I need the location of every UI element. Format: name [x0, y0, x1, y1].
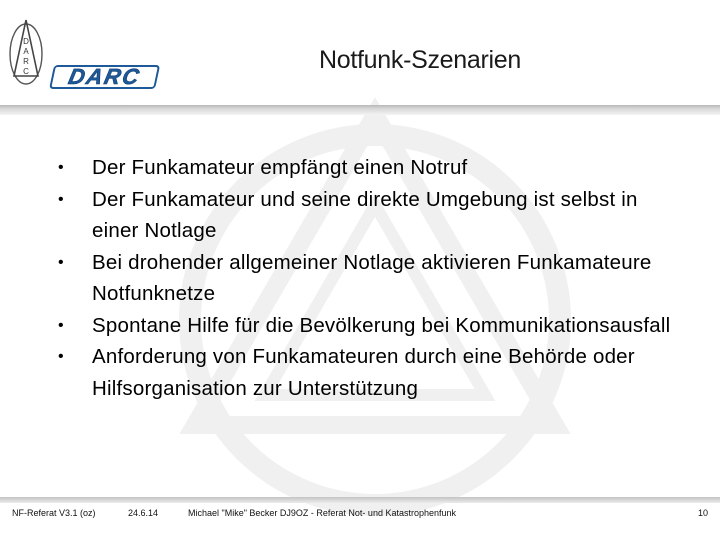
bullet-item	[40, 310, 680, 342]
bullet-item	[40, 247, 680, 310]
footer-version: NF-Referat V3.1 (oz)	[12, 508, 96, 518]
bullet-marker: •	[58, 159, 64, 176]
footer-page-number: 10	[697, 508, 708, 518]
header-divider	[0, 105, 720, 115]
bullet-marker: •	[58, 190, 64, 208]
bullet-text: Der Funkamateur empfängt einen Notruf	[92, 156, 468, 179]
svg-text:R: R	[23, 57, 29, 66]
svg-text:D: D	[23, 37, 29, 46]
bullet-text: Anforderung von Funkamateuren durch eine Behörde oder Hilfsorganisation zur Unterstützung	[92, 345, 635, 400]
footer-date: 24.6.14	[128, 508, 159, 518]
bullet-text: Spontane Hilfe für die Bevölkerung bei Kommunikationsausfall	[92, 313, 671, 337]
bullet-item	[40, 341, 680, 404]
darc-emblem-icon	[10, 20, 42, 84]
svg-text:DARC: DARC	[66, 64, 144, 89]
bullet-marker: •	[58, 316, 64, 334]
bullet-marker: •	[58, 253, 64, 271]
bullet-marker: •	[58, 348, 64, 365]
darc-logo	[4, 14, 164, 94]
bullet-text: Bei drohender allgemeiner Notlage aktivieren Funkamateure Notfunknetze	[92, 250, 652, 305]
svg-text:A: A	[23, 47, 29, 56]
footer-divider	[0, 497, 720, 503]
bullet-text: Der Funkamateur und seine direkte Umgebung ist selbst in einer Notlage	[92, 187, 638, 242]
footer-author: Michael "Mike" Becker DJ9OZ - Referat Not- und Katastrophenfunk	[188, 508, 457, 518]
slide-title: Notfunk-Szenarien	[319, 46, 521, 74]
bullet-item	[40, 152, 680, 184]
darc-wordmark	[50, 64, 159, 89]
bullet-list	[40, 152, 680, 404]
bullet-item	[40, 184, 680, 247]
svg-text:C: C	[23, 67, 29, 76]
